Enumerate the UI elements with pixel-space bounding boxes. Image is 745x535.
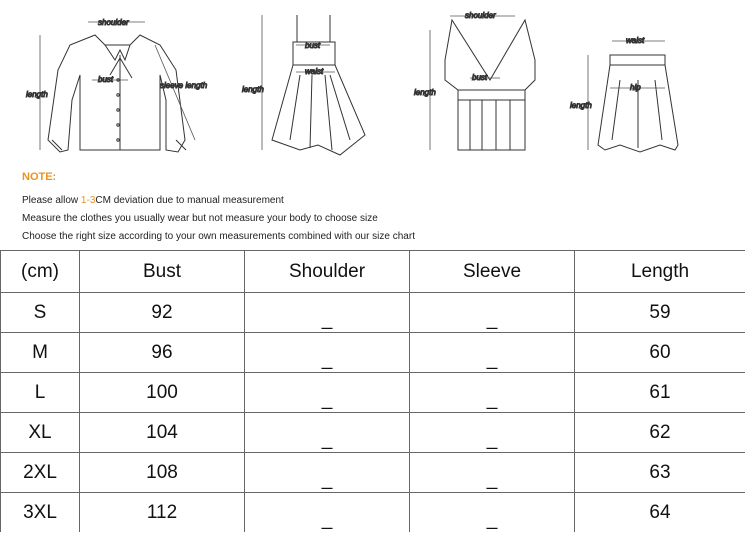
length-cell: 61 [575,373,745,413]
table-row [1,293,745,333]
bust-label-2: bust [305,41,321,50]
header-unit: (cm) [1,251,80,293]
sleeve-cell: _ [410,293,575,333]
table-row [1,413,745,453]
shoulder-cell: _ [245,493,410,533]
length-label-2: length [242,85,264,94]
hip-label: hip [630,83,641,92]
bust-cell: 112 [80,493,245,533]
length-cell: 62 [575,413,745,453]
shoulder-cell: _ [245,453,410,493]
sleeve-cell: _ [410,493,575,533]
note-line-1-pre: Please allow [22,195,81,206]
length-cell: 60 [575,333,745,373]
measurement-illustration [0,0,745,250]
note-line-1-post: CM deviation due to manual measurement [95,195,284,206]
length-label-3: length [414,88,436,97]
bust-cell: 100 [80,373,245,413]
dress-drawing [272,15,365,155]
size-chart-table [0,250,745,532]
measure-lines [40,15,665,150]
table-row [1,373,745,413]
note-line-2: Measure the clothes you usually wear but not measure your body to choose size [22,213,378,224]
shoulder-label-1: shoulder [98,18,129,27]
bust-cell: 92 [80,293,245,333]
sleeve-length-label: sleeve length [160,81,208,90]
shoulder-cell: _ [245,333,410,373]
length-cell: 63 [575,453,745,493]
shirt-drawing [48,35,186,152]
shoulder-cell: _ [245,293,410,333]
waist-label-2: waist [626,36,645,45]
size-cell: M [1,333,80,373]
table-row [1,493,745,533]
sleeve-cell: _ [410,453,575,493]
tank-drawing [445,20,535,150]
sleeve-cell: _ [410,413,575,453]
table-row [1,453,745,493]
shoulder-cell: _ [245,373,410,413]
length-label-1: length [26,90,48,99]
garment-diagrams [0,0,745,170]
length-label-4: length [570,101,592,110]
header-shoulder: Shoulder [245,251,410,293]
header-row [1,251,745,293]
table-row [1,333,745,373]
shoulder-cell: _ [245,413,410,453]
bust-cell: 108 [80,453,245,493]
size-cell: 3XL [1,493,80,533]
size-cell: S [1,293,80,333]
shoulder-label-2: shoulder [465,11,496,20]
size-cell: XL [1,413,80,453]
sleeve-cell: _ [410,373,575,413]
note-line-3: Choose the right size according to your own measurements combined with our size chart [22,231,415,242]
size-cell: L [1,373,80,413]
size-cell: 2XL [1,453,80,493]
length-cell: 59 [575,293,745,333]
bust-label-1: bust [98,75,114,84]
header-bust: Bust [80,251,245,293]
skirt-drawing [598,55,678,152]
bust-cell: 104 [80,413,245,453]
note-title: NOTE: [22,171,57,183]
header-sleeve: Sleeve [410,251,575,293]
sleeve-cell: _ [410,333,575,373]
waist-label-1: waist [305,67,324,76]
bust-label-3: bust [472,73,488,82]
header-length: Length [575,251,745,293]
length-cell: 64 [575,493,745,533]
note-lines [22,192,415,246]
bust-cell: 96 [80,333,245,373]
note-line-1 [22,192,415,210]
deviation-range: 1-3 [80,195,96,206]
